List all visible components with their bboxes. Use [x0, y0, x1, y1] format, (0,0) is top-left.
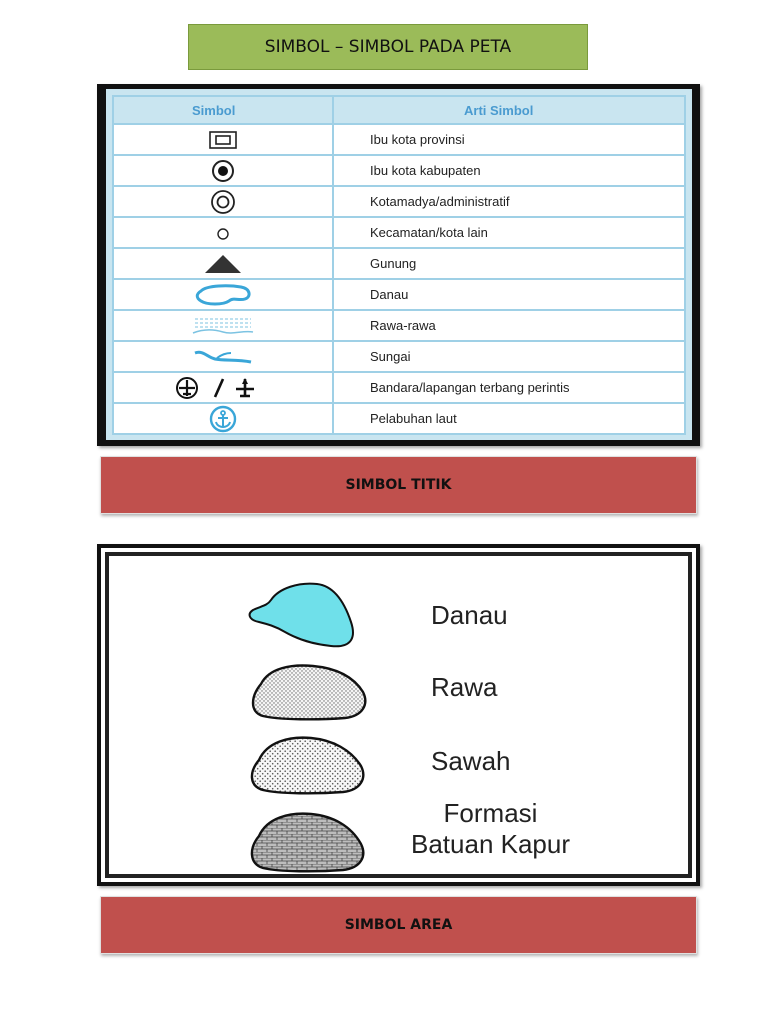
- area-label-batuan-kapur: Batuan Kapur: [411, 829, 571, 859]
- list-item: [109, 580, 688, 650]
- list-item: [109, 730, 688, 800]
- swamp-lines-icon: [191, 316, 255, 336]
- table-cell-meaning: Ibu kota provinsi: [333, 124, 685, 155]
- area-symbol-panel: [97, 544, 700, 886]
- table-row: [113, 124, 685, 155]
- dot-in-circle-icon: [211, 159, 235, 183]
- swamp-dotted-icon: [239, 656, 369, 726]
- area-label-sawah: Sawah: [431, 746, 511, 776]
- small-circle-icon: [215, 226, 231, 242]
- table-header-row: [113, 96, 685, 124]
- table-row: [113, 403, 685, 434]
- table-cell-meaning: Gunung: [333, 248, 685, 279]
- table-cell-meaning: Bandara/lapangan terbang perintis: [333, 372, 685, 403]
- table-row: [113, 310, 685, 341]
- header-meaning: Arti Simbol: [333, 96, 685, 124]
- area-label-formasi: Formasi: [443, 798, 538, 828]
- table-row: [113, 372, 685, 403]
- list-item: [109, 656, 688, 726]
- point-symbol-table: [112, 95, 686, 435]
- anchor-icon: [209, 405, 237, 433]
- area-label-danau: Danau: [431, 600, 508, 630]
- lake-fill-icon: [239, 580, 369, 650]
- table-row: [113, 217, 685, 248]
- square-in-square-icon: [208, 131, 238, 149]
- table-cell-meaning: Kecamatan/kota lain: [333, 217, 685, 248]
- table-cell-meaning: Pelabuhan laut: [333, 403, 685, 434]
- double-circle-icon: [210, 189, 236, 215]
- table-cell-meaning: Danau: [333, 279, 685, 310]
- table-cell-meaning: Sungai: [333, 341, 685, 372]
- point-symbol-table-frame: [97, 84, 700, 446]
- table-row: [113, 341, 685, 372]
- table-cell-meaning: Rawa-rawa: [333, 310, 685, 341]
- list-item: [109, 798, 688, 874]
- river-icon: [191, 347, 255, 367]
- table-row: [113, 155, 685, 186]
- area-label-rawa: Rawa: [431, 672, 498, 702]
- lake-outline-icon: [193, 283, 253, 307]
- table-row: [113, 186, 685, 217]
- triangle-icon: [203, 253, 243, 275]
- airport-icon: [173, 375, 273, 401]
- banner-area-symbol: SIMBOL AREA: [100, 896, 697, 954]
- table-cell-meaning: Kotamadya/administratif: [333, 186, 685, 217]
- rice-field-dotted-icon: [239, 730, 369, 800]
- table-row: [113, 248, 685, 279]
- table-cell-meaning: Ibu kota kabupaten: [333, 155, 685, 186]
- table-row: [113, 279, 685, 310]
- limestone-brick-icon: [239, 804, 369, 878]
- page-title: SIMBOL – SIMBOL PADA PETA: [188, 24, 588, 70]
- header-symbol: Simbol: [113, 96, 333, 124]
- banner-point-symbol: SIMBOL TITIK: [100, 456, 697, 514]
